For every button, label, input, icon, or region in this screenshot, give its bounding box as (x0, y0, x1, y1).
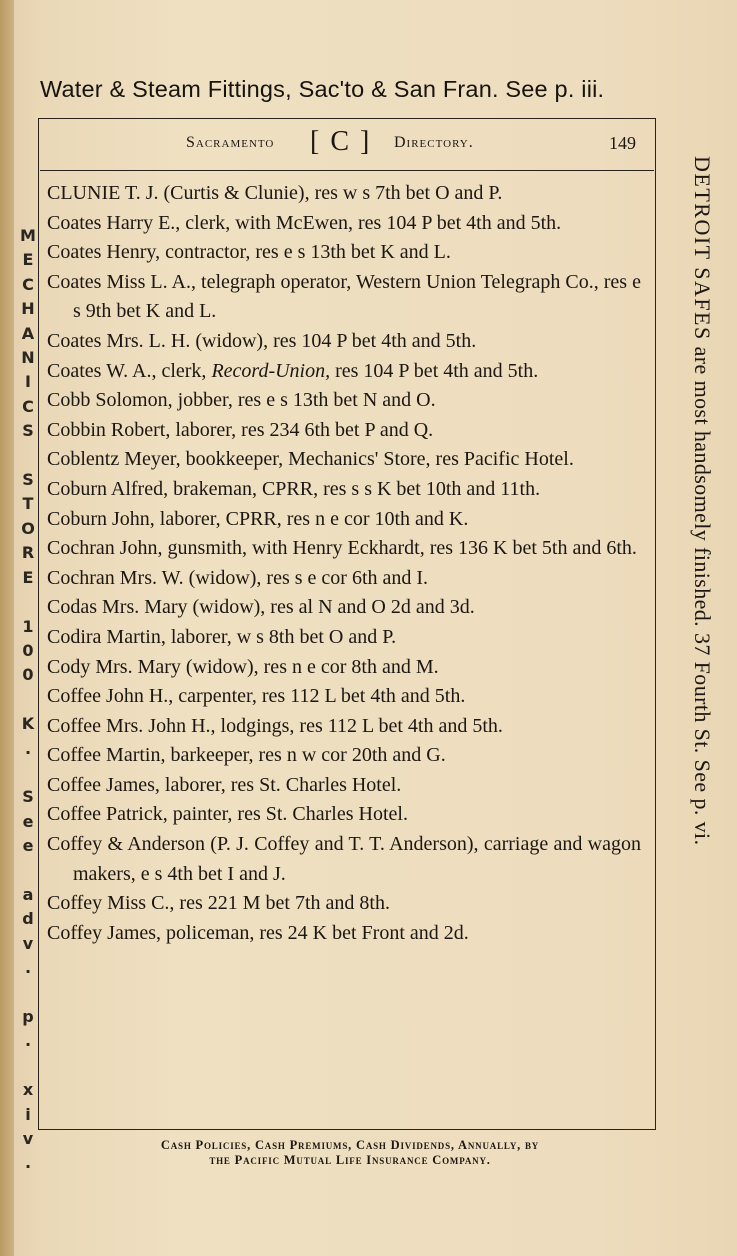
left-ad-character: O (21, 518, 35, 538)
directory-entry: Cobbin Robert, laborer, res 234 6th bet P and Q. (47, 418, 434, 441)
directory-entry: Codira Martin, laborer, w s 8th bet O and P. (47, 625, 397, 648)
left-ad-character: . (24, 738, 32, 758)
top-advertisement: Water & Steam Fittings, Sac'to & San Fran. See p. iii. (40, 76, 605, 102)
left-ad-character: p (22, 1007, 34, 1026)
directory-entry: Coates Miss L. A., telegraph operator, Western Union Telegraph Co., res e s 9th bet K and L. (47, 270, 641, 323)
header-section-letter: [ C ] (310, 126, 372, 157)
directory-entry: Coblentz Meyer, bookkeeper, Mechanics' Store, res Pacific Hotel. (47, 448, 574, 471)
left-ad-character: v (22, 1129, 34, 1149)
directory-entry: Coburn Alfred, brakeman, CPRR, res s s K bet 10th and 11th. (47, 477, 541, 500)
left-ad-character: e (22, 836, 34, 856)
left-ad-character: S (22, 787, 34, 807)
left-ad-character: . (24, 1031, 32, 1051)
left-ad-character: E (22, 567, 34, 587)
left-ad-character: N (21, 348, 35, 368)
left-ad-character: x (22, 1080, 34, 1100)
directory-entry: Coffey James, policeman, res 24 K bet Front and 2d. (47, 921, 469, 944)
bottom-advertisement (30, 1138, 670, 1168)
left-ad-character: d (22, 909, 34, 929)
left-ad-character: 0 (22, 640, 34, 660)
entry-text: res 104 P bet 4th and 5th. (330, 359, 539, 382)
left-ad-character: R (21, 543, 35, 563)
directory-entry: Cochran Mrs. W. (widow), res s e cor 6th and I. (47, 566, 429, 589)
left-ad-character: 0 (22, 665, 34, 685)
left-ad-character: e (22, 811, 34, 831)
entry-text: Coates W. A., clerk, (47, 359, 212, 382)
left-ad-character: . (24, 958, 32, 978)
directory-entry: Coffee John H., carpenter, res 112 L bet 4th and 5th. (47, 685, 466, 708)
page-number: 149 (609, 133, 636, 153)
left-ad-character: M (20, 226, 36, 245)
left-ad-character (6, 761, 50, 785)
directory-entry: Coffee Mrs. John H., lodgings, res 112 L bet 4th and 5th. (47, 714, 503, 737)
directory-entry: Coates Harry E., clerk, with McEwen, res 104 P bet 4th and 5th. (47, 211, 562, 234)
left-ad-character: 1 (22, 616, 34, 636)
left-ad-character: K (21, 714, 35, 734)
left-ad-character: H (21, 299, 35, 319)
right-ad-text: are most handsomely finished. 37 Fourth St. See p. vi. (690, 340, 715, 846)
left-ad-character: E (22, 250, 34, 270)
directory-entry: Cochran John, gunsmith, with Henry Eckhardt, res 136 K bet 5th and 6th. (47, 537, 637, 560)
directory-entry: CLUNIE T. J. (Curtis & Clunie), res w s 7th bet O and P. (47, 182, 503, 204)
left-ad-character: . (24, 1153, 32, 1173)
directory-entry: Cody Mrs. Mary (widow), res n e cor 8th and M. (47, 655, 439, 678)
right-margin-advertisement (675, 156, 715, 846)
left-ad-character (6, 444, 50, 468)
left-ad-character: i (25, 1104, 31, 1124)
left-ad-character (6, 1054, 50, 1078)
left-ad-character: T (22, 494, 34, 514)
directory-entries (47, 179, 641, 948)
bottom-ad-line-1: Cash Policies, Cash Premiums, Cash Dividends, Annually, by (160, 1138, 540, 1152)
left-ad-character: C (22, 396, 34, 416)
directory-entry: Coates Mrs. L. H. (widow), res 104 P bet 4th and 5th. (47, 329, 477, 352)
left-margin-advertisement (6, 224, 50, 1173)
directory-entry: Codas Mrs. Mary (widow), res al N and O 2d and 3d. (47, 596, 475, 619)
left-ad-character: S (22, 421, 34, 441)
header-rule (40, 170, 654, 171)
bottom-ad-line-2: the Pacific Mutual Life Insurance Company. (209, 1153, 491, 1167)
left-ad-character: S (22, 470, 34, 490)
left-ad-character: A (21, 323, 35, 343)
left-ad-character: a (22, 884, 34, 904)
directory-entry: Coffee Martin, barkeeper, res n w cor 20th and G. (47, 744, 446, 767)
directory-entry: Cobb Solomon, jobber, res e s 13th bet N and O. (47, 389, 436, 412)
right-ad-brand: DETROIT SAFES (690, 156, 715, 341)
left-ad-character (6, 859, 50, 883)
left-ad-character (6, 590, 50, 614)
directory-entry: Coburn John, laborer, CPRR, res n e cor 10th and K. (47, 507, 469, 530)
header-city: Sacramento (186, 134, 275, 151)
directory-entry: Coffee Patrick, painter, res St. Charles Hotel. (47, 803, 408, 826)
directory-entry: Coffee James, laborer, res St. Charles Hotel. (47, 773, 402, 796)
directory-entry: Coffey & Anderson (P. J. Coffey and T. T. Anderson), carriage and wagon makers, e s 4th bet I and J. (47, 833, 641, 885)
header-title: Directory. (394, 134, 474, 151)
left-ad-character: C (22, 274, 34, 294)
running-header (40, 128, 652, 164)
entry-italic-text: Record-Union, (211, 359, 331, 382)
left-ad-character (6, 981, 50, 1005)
directory-entry (47, 357, 641, 387)
left-ad-character: v (22, 933, 34, 953)
left-ad-character: I (25, 372, 31, 392)
left-ad-character (6, 688, 50, 712)
directory-entry: Coffey Miss C., res 221 M bet 7th and 8th. (47, 892, 390, 915)
directory-entry: Coates Henry, contractor, res e s 13th bet K and L. (47, 241, 451, 264)
